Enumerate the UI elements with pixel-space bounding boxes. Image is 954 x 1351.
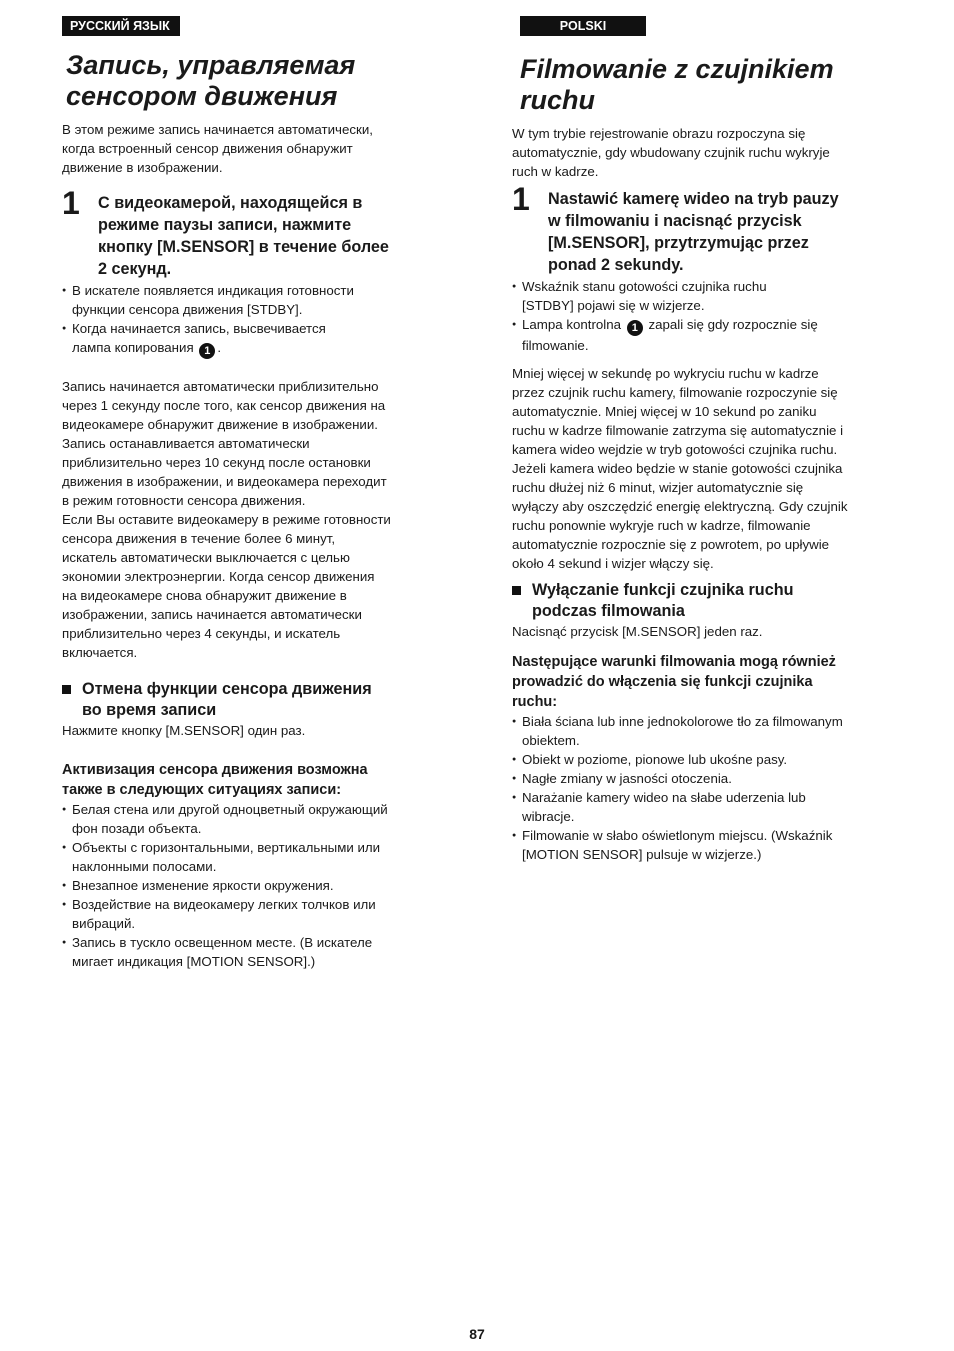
condition-item xyxy=(62,838,454,876)
square-bullet-icon xyxy=(512,586,521,595)
bullet-line: функции сенсора движения [STDBY]. xyxy=(72,302,303,317)
body-line: приблизительно через 10 секунд после остановки xyxy=(62,455,371,470)
body-line: Jeżeli kamera wideo będzie w stanie gotowości czujnika xyxy=(512,461,843,476)
bullet-item xyxy=(512,315,904,355)
title-line: Filmowanie z czujnikiem xyxy=(520,54,834,84)
conditions-section-russian xyxy=(62,760,454,971)
conditions-list xyxy=(512,712,904,864)
intro-paragraph-russian xyxy=(62,120,454,177)
step-title-line: режиме паузы записи, нажмите xyxy=(98,216,352,234)
body-line: сенсора движения в течение более 6 минут, xyxy=(62,531,336,546)
conditions-section-polish xyxy=(512,652,904,864)
condition-line: Воздействие на видеокамеру легких толчков или xyxy=(72,897,376,912)
square-bullet-icon xyxy=(62,685,71,694)
conditions-heading-line: Активизация сенсора движения возможна xyxy=(62,762,368,778)
condition-line: Объекты с горизонтальными, вертикальными или xyxy=(72,840,381,855)
step-title-line: ponad 2 sekundy. xyxy=(548,256,684,274)
condition-line: Nagłe zmiany w jasności otoczenia. xyxy=(522,771,732,786)
step-number: 1 xyxy=(512,181,530,217)
intro-line: движение в изображении. xyxy=(62,160,223,175)
intro-line: W tym trybie rejestrowanie obrazu rozpoczyna się xyxy=(512,126,806,141)
condition-line: Запись в тускло освещенном месте. (В искателе xyxy=(72,935,373,950)
body-line: искатель автоматически выключается с целью xyxy=(62,550,350,565)
condition-line: Obiekt w poziome, pionowe lub ukośne pasy. xyxy=(522,752,788,767)
cancel-text: Нажмите кнопку [M.SENSOR] один раз. xyxy=(62,723,306,738)
cancel-heading xyxy=(512,580,904,622)
condition-item xyxy=(512,769,904,788)
body-line: ruchu w kadrze filmowanie zatrzyma się automatycznie i xyxy=(512,423,844,438)
step-title-line: Nastawić kamerę wideo na tryb pauzy xyxy=(548,190,839,208)
language-badge-polish: POLSKI xyxy=(520,16,646,36)
heading-line: Отмена функции сенсора движения xyxy=(82,680,372,698)
language-badge-russian: РУССКИЙ ЯЗЫК xyxy=(62,16,180,36)
cancel-heading xyxy=(62,679,454,721)
body-line: Если Вы оставите видеокамеру в режиме готовности xyxy=(62,512,391,527)
body-line: wyłączy aby oszczędzić energię elektryczną. Gdy czujnik xyxy=(512,499,848,514)
condition-line: фон позади объекта. xyxy=(72,821,202,836)
condition-line: [MOTION SENSOR] pulsuje w wizjerze.) xyxy=(522,847,762,862)
step-title-line: кнопку [M.SENSOR] в течение более xyxy=(98,238,389,256)
lamp-number-icon: 1 xyxy=(627,320,643,336)
condition-item xyxy=(512,712,904,750)
body-line: изображении, запись начинается автоматически xyxy=(62,607,362,622)
conditions-heading-line: также в следующих ситуациях записи: xyxy=(62,782,342,798)
bullet-end: . xyxy=(217,340,222,355)
bullet-line: filmowanie. xyxy=(522,338,589,353)
bullet-line: лампа копирования xyxy=(72,340,194,355)
condition-item xyxy=(62,895,454,933)
condition-line: вибраций. xyxy=(72,916,136,931)
step-bullets xyxy=(512,277,904,355)
condition-item xyxy=(62,933,454,971)
condition-line: Filmowanie w słabo oświetlonym miejscu. (Wskaźnik xyxy=(522,828,833,843)
conditions-list xyxy=(62,800,454,971)
body-line: Запись начинается автоматически приблизительно xyxy=(62,379,379,394)
condition-line: мигает индикация [MOTION SENSOR].) xyxy=(72,954,316,969)
step-title-line: С видеокамерой, находящейся в xyxy=(98,194,363,212)
bullet-line: zapali się gdy rozpocznie się xyxy=(648,317,818,332)
title-line: ruchu xyxy=(520,85,596,115)
bullet-line: Wskaźnik stanu gotowości czujnika ruchu xyxy=(522,279,767,294)
body-line: в режим готовности сенсора движения. xyxy=(62,493,306,508)
cancel-text: Nacisnąć przycisk [M.SENSOR] jeden raz. xyxy=(512,624,763,639)
section-title-russian xyxy=(66,50,355,112)
body-paragraph-polish xyxy=(512,364,904,573)
bullet-item xyxy=(62,281,454,319)
body-line: ruchu dłużej niż 6 minut, wizjer automatycznie się xyxy=(512,480,804,495)
bullet-line: Lampa kontrolna xyxy=(522,317,622,332)
step-number: 1 xyxy=(62,185,80,221)
conditions-heading-line: Następujące warunki filmowania mogą również xyxy=(512,654,836,670)
cancel-section-polish xyxy=(512,580,904,641)
intro-line: automatycznie, gdy wbudowany czujnik ruchu wykryje xyxy=(512,145,830,160)
condition-line: Biała ściana lub inne jednokolorowe tło za filmowanym xyxy=(522,714,843,729)
step-title-line: [M.SENSOR], przytrzymując przez xyxy=(548,234,809,252)
body-line: ruchu ponownie wykryje ruch w kadrze, filmowanie xyxy=(512,518,811,533)
heading-line: во время записи xyxy=(82,701,217,719)
condition-line: obiektem. xyxy=(522,733,580,748)
bullet-line: [STDBY] pojawi się w wizjerze. xyxy=(522,298,705,313)
body-line: включается. xyxy=(62,645,138,660)
condition-line: Внезапное изменение яркости окружения. xyxy=(72,878,334,893)
section-title-polish xyxy=(520,54,834,116)
step-1-polish xyxy=(512,181,904,355)
heading-line: podczas filmowania xyxy=(532,602,685,620)
condition-line: Narażanie kamery wideo na słabe uderzenia lub xyxy=(522,790,806,805)
body-line: экономии электроэнергии. Когда сенсор движения xyxy=(62,569,375,584)
step-1-russian xyxy=(62,185,454,359)
intro-line: ruch w kadrze. xyxy=(512,164,599,179)
step-bullets xyxy=(62,281,454,359)
body-line: движения в изображении, и видеокамера переходит xyxy=(62,474,387,489)
condition-line: Белая стена или другой одноцветный окружающий xyxy=(72,802,388,817)
body-line: Запись останавливается автоматически xyxy=(62,436,310,451)
intro-line: В этом режиме запись начинается автоматически, xyxy=(62,122,373,137)
page-number: 87 xyxy=(469,1326,485,1342)
body-line: automatycznie. Mniej więcej w 10 sekund po zaniku xyxy=(512,404,817,419)
body-line: przez czujnik ruchu kamery, filmowanie rozpoczynie się xyxy=(512,385,838,400)
bullet-line: Когда начинается запись, высвечивается xyxy=(72,321,326,336)
body-line: kamera wideo wejdzie w tryb gotowości czujnika ruchu. xyxy=(512,442,838,457)
condition-line: wibracje. xyxy=(522,809,575,824)
intro-line: когда встроенный сенсор движения обнаружит xyxy=(62,141,353,156)
body-paragraph-russian xyxy=(62,377,454,662)
condition-line: наклонными полосами. xyxy=(72,859,217,874)
title-line: сенсором движения xyxy=(66,81,338,111)
title-line: Запись, управляемая xyxy=(66,50,356,80)
condition-item xyxy=(62,800,454,838)
condition-item xyxy=(512,788,904,826)
body-line: через 1 секунду после того, как сенсор движения на xyxy=(62,398,386,413)
conditions-heading-line: prowadzić do włączenia się funkcji czujnika xyxy=(512,674,813,690)
body-line: приблизительно через 4 секунды, и искатель xyxy=(62,626,341,641)
lamp-number-icon: 1 xyxy=(199,343,215,359)
intro-paragraph-polish xyxy=(512,124,904,181)
heading-line: Wyłączanie funkcji czujnika ruchu xyxy=(532,581,794,599)
body-line: około 4 sekund i wizjer włączy się. xyxy=(512,556,714,571)
condition-item xyxy=(512,750,904,769)
bullet-item xyxy=(512,277,904,315)
body-line: видеокамере обнаружит движение в изображении. xyxy=(62,417,378,432)
bullet-item xyxy=(62,319,454,359)
step-title-line: w filmowaniu i nacisnąć przycisk xyxy=(548,212,802,230)
body-line: на видеокамере снова обнаружит движение в xyxy=(62,588,347,603)
bullet-line: В искателе появляется индикация готовности xyxy=(72,283,354,298)
body-line: automatycznie rozpocznie się z powrotem, po upływie xyxy=(512,537,830,552)
body-line: Mniej więcej w sekundę po wykryciu ruchu w kadrze xyxy=(512,366,819,381)
step-title-line: 2 секунд. xyxy=(98,260,172,278)
condition-item xyxy=(512,826,904,864)
conditions-heading-line: ruchu: xyxy=(512,694,558,710)
cancel-section-russian xyxy=(62,679,454,740)
condition-item xyxy=(62,876,454,895)
